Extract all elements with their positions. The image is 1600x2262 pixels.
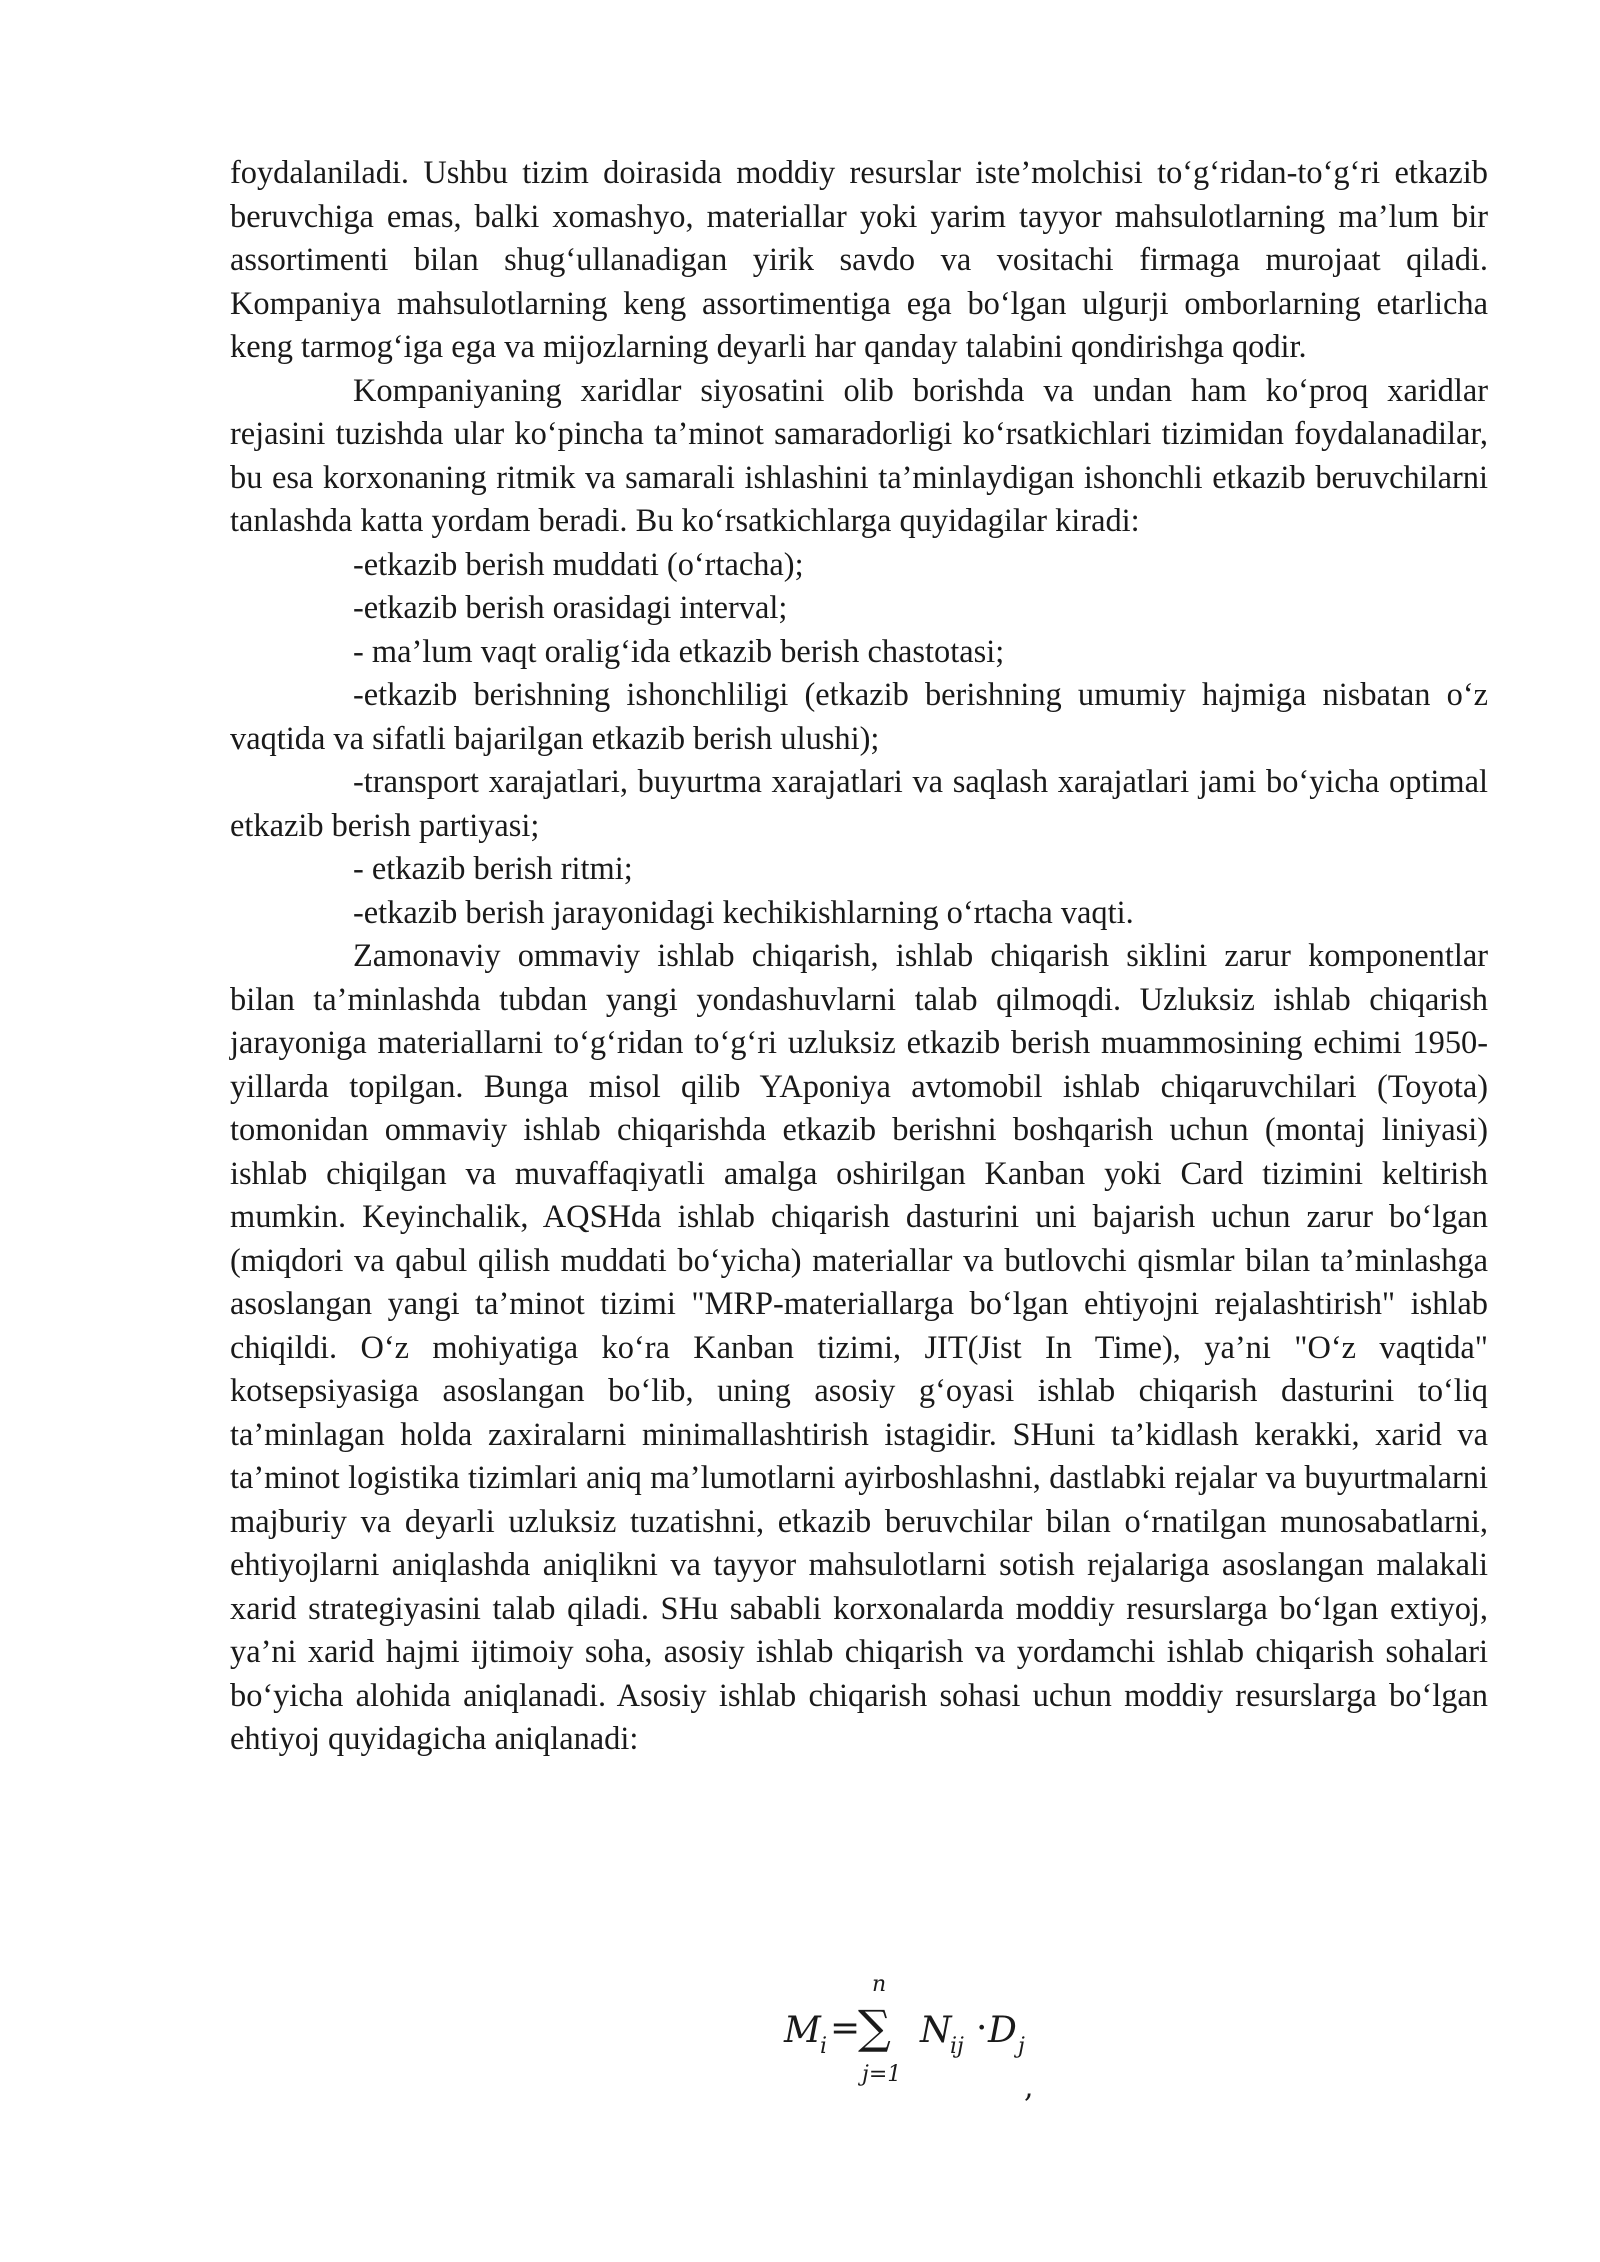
formula-sum-lower: j=1	[862, 2062, 902, 2087]
formula-subscript-j: j	[1018, 2034, 1025, 2059]
paragraph-modern-production: Zamonaviy ommaviy ishlab chiqarish, ishlab chiqarish siklini zarur komponentlar bilan ta’minlashda tubdan yangi yondashuvlarni talab qilmoqdi. Uzluksiz ishlab chiqarish jarayoniga materiallarni to‘g‘ridan to‘g‘ri uzluksiz etkazib berish muammosining echimi 1950-yillarda topilgan. Bunga misol qilib YAponiya avtomobil ishlab chiqaruvchilari (Toyota) tomonidan ommaviy ishlab chiqarishda etkazib berishni boshqarish uchun (montaj liniyasi) ishlab chiqilgan va muvaffaqiyatli amalga oshirilgan Kanban yoki Card tizimini keltirish mumkin. Keyinchalik, AQSHda ishlab chiqarish dasturini uni bajarish uchun zarur bo‘lgan (miqdori va qabul qilish muddati bo‘yicha) materiallar va butlovchi qismlar bilan ta’minlashga asoslangan yangi ta’minot tizimi "MRP-materiallarga bo‘lgan ehtiyojni rejalashtirish" ishlab chiqildi. O‘z mohiyatiga ko‘ra Kanban tizimi, JIT(Jist In Time), ya’ni "O‘z vaqtida" kotsepsiyasiga asoslangan bo‘lib, uning asosiy g‘oyasi ishlab chiqarish dasturini to‘liq ta’minlagan holda zaxiralarni minimallashtirish istagidir. SHuni ta’kidlash kerakki, xarid va ta’minot logistika tizimlari aniq ma’lumotlarni ayirboshlashni, dastlabki rejalar va buyurtmalarni majburiy va deyarli uzluksiz tuzatishni, etkazib beruvchilar bilan o‘rnatilgan munosabatlarni, ehtiyojlarni aniqlashda aniqlikni va tayyor mahsulotlarni sotish rejalariga asoslangan malakali xarid strategiyasini talab qiladi. SHu sababli korxonalarda moddiy resurslarga bo‘lgan extiyoj, ya’ni xarid hajmi ijtimoiy soha, asosiy ishlab chiqarish va yordamchi ishlab chiqarish sohalari bo‘yicha alohida aniqlanadi. Asosiy ishlab chiqarish sohasi uchun moddiy resurslarga bo‘lgan ehtiyoj quyidagicha aniqlanadi:	[230, 938, 1488, 1757]
formula-dot: ·	[976, 2008, 988, 2049]
paragraph-intro: foydalaniladi. Ushbu tizim doirasida moddiy resurslar iste’molchisi to‘g‘ridan-to‘g‘ri etkazib beruvchiga emas, balki xomashyo, materiallar yoki yarim tayyor mahsulotlarning ma’lum bir assortimenti bilan shug‘ullanadigan yirik savdo va vositachi firmaga murojaat qiladi. Kompaniya mahsulotlarning keng assortimentiga ega bo‘lgan ulgurji omborlarning etarlicha keng tarmog‘iga ega va mijozlarning deyarli har qanday talabini qondirishga qodir.	[230, 155, 1488, 365]
formula-sum-upper: n	[872, 1972, 887, 1997]
formula-symbol-D: D	[988, 2010, 1017, 2051]
list-item: -etkazib berish orasidagi interval;	[353, 590, 788, 626]
list-item: -transport xarajatlari, buyurtma xarajatlari va saqlash xarajatlari jami bo‘yicha optimal etkazib berish partiyasi;	[230, 764, 1488, 844]
formula-symbol-M: M	[784, 2010, 821, 2051]
formula-comma: ,	[1024, 2070, 1034, 2105]
document-page	[230, 152, 1488, 1762]
formula-sum-sign: ∑	[858, 2000, 891, 2054]
list-item: -etkazib berish muddati (o‘rtacha);	[353, 546, 804, 583]
formula-mi	[780, 1972, 1080, 2105]
formula-symbol-N: N	[920, 2010, 952, 2051]
formula-subscript-i: i	[820, 2034, 828, 2059]
list-item: -etkazib berish jarayonidagi kechikishlarning o‘rtacha vaqti.	[353, 894, 1134, 931]
list-item: - ma’lum vaqt oralig‘ida etkazib berish chastotasi;	[353, 633, 1005, 670]
list-item: - etkazib berish ritmi;	[353, 851, 633, 887]
paragraph-indicators: Kompaniyaning xaridlar siyosatini olib borishda va undan ham ko‘proq xaridlar rejasini tuzishda ular ko‘pincha ta’minot samaradorligi ko‘rsatkichlari tizimidan foydalanadilar, bu esa korxonaning ritmik va samarali ishlashini ta’minlaydigan ishonchli etkazib beruvchilarni tanlashda katta yordam beradi. Bu ko‘rsatkichlarga quyidagilar kiradi:	[230, 372, 1488, 539]
list-item: -etkazib berishning ishonchliligi (etkazib berishning umumiy hajmiga nisbatan o‘z vaqtida va sifatli bajarilgan etkazib berish ulushi);	[230, 677, 1488, 757]
formula-equals: =	[830, 2008, 861, 2049]
formula-subscript-ij: ij	[950, 2034, 964, 2059]
